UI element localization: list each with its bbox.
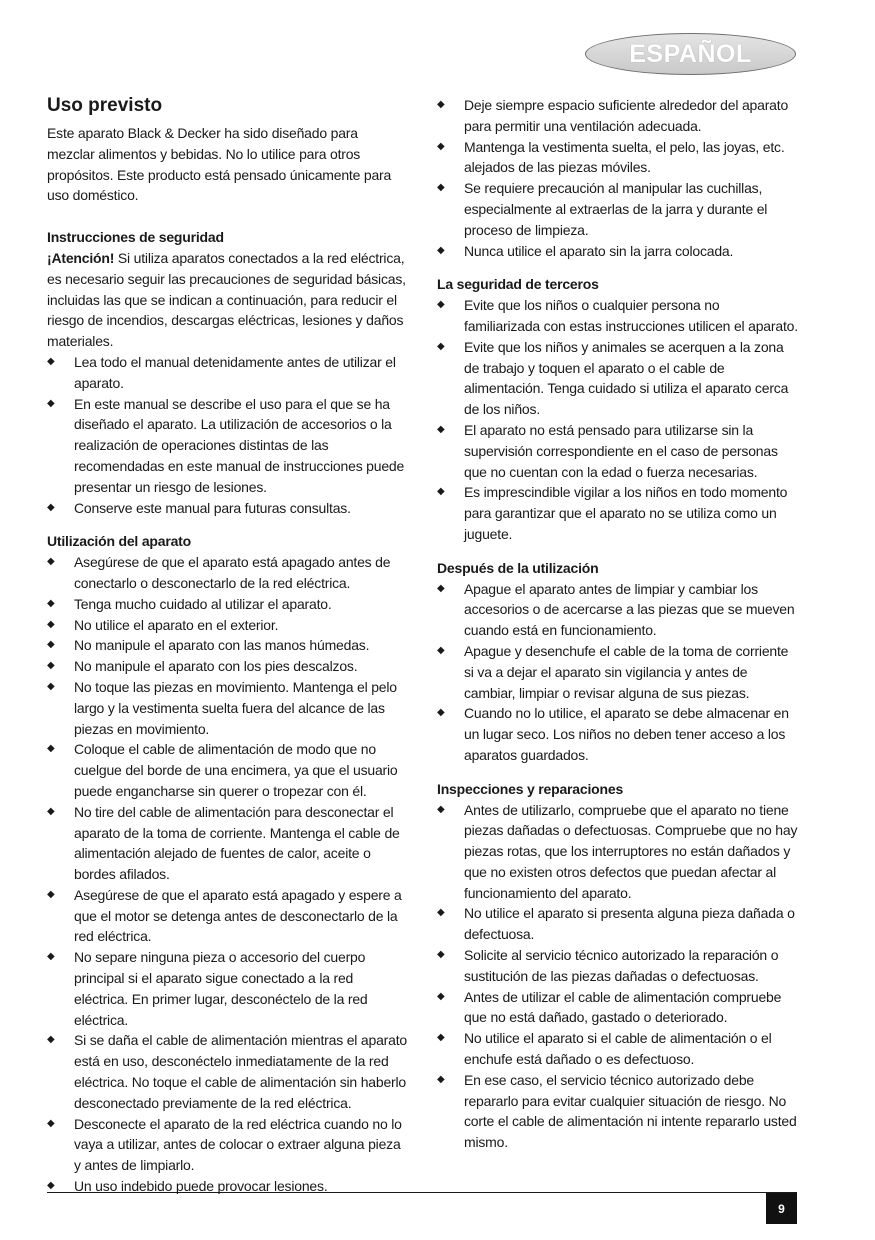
list-item	[47, 1176, 409, 1197]
bullet-icon: ◆	[47, 951, 55, 963]
third-party-list	[437, 295, 799, 545]
page-number: 9	[766, 1193, 797, 1224]
left-column	[47, 94, 409, 1197]
list-item	[437, 137, 799, 179]
bullet-icon: ◆	[437, 803, 445, 815]
list-item-text: Asegúrese de que el aparato está apagado y espere a que el motor se detenga antes de desconectarlo de la red eléctrica.	[74, 886, 402, 945]
list-item	[437, 295, 799, 337]
list-item	[47, 394, 409, 498]
list-item-text: Evite que los niños y animales se acerquen a la zona de trabajo y toquen el aparato o el cable de alimentación. Tenga cuidado si utiliza el aparato cerca de los niños.	[464, 338, 789, 418]
warning-text: Si utiliza aparatos conectados a la red eléctrica, es necesario seguir las precauciones de seguridad básicas, incluidas las que se indican a continuación, para reducir el riesgo de incendios, descargas eléctricas, lesiones y daños materiales.	[47, 249, 406, 350]
list-item-text: Antes de utilizarlo, compruebe que el aparato no tiene piezas dañadas o defectuosas. Compruebe que no hay piezas rotas, que los interruptores no están dañados y que no existen otros defectos que puedan afectar al funcionamiento del aparato.	[464, 801, 798, 901]
list-item-text: Evite que los niños o cualquier persona no familiarizada con estas instrucciones utilicen el aparato.	[464, 297, 798, 334]
list-item	[47, 1030, 409, 1113]
list-item-text: Se requiere precaución al manipular las cuchillas, especialmente al extraerlas de la jarra y durante el proceso de limpieza.	[464, 180, 768, 238]
list-item-text: No utilice el aparato si presenta alguna pieza dañada o defectuosa.	[464, 905, 795, 943]
footer-rule	[47, 1192, 797, 1193]
list-item-text: Apague el aparato antes de limpiar y cambiar los accesorios o de acercarse a las piezas que se mueven cuando está en funcionamiento.	[464, 580, 795, 639]
bullet-icon: ◆	[47, 888, 55, 900]
list-item	[437, 641, 799, 703]
bullet-icon: ◆	[437, 1032, 445, 1044]
bullet-icon: ◆	[47, 680, 55, 692]
heading-usage: Utilización del aparato	[47, 533, 191, 550]
list-item-text: Conserve este manual para futuras consultas.	[74, 499, 351, 516]
list-item	[47, 498, 409, 519]
list-item-text: Es imprescindible vigilar a los niños en todo momento para garantizar que el aparato no se utiliza como un juguete.	[464, 484, 788, 542]
bullet-icon: ◆	[437, 582, 445, 594]
list-item-text: Asegúrese de que el aparato está apagado antes de conectarlo o desconectarlo de la red eléctrica.	[74, 554, 391, 591]
list-item-text: No tire del cable de alimentación para desconectar el aparato de la toma de corriente. Mantenga el cable de alimentación alejado de fuentes de calor, aceite o bordes afilados.	[74, 803, 400, 883]
list-item-text: Si se daña el cable de alimentación mientras el aparato está en uso, desconéctelo inmediatamente de la red eléctrica. No toque el cable de alimentación sin haberlo desconectado previamente de la red eléctrica.	[74, 1032, 407, 1111]
language-label: ESPAÑOL	[629, 39, 752, 68]
bullet-icon: ◆	[47, 1117, 55, 1129]
bullet-icon: ◆	[47, 501, 55, 513]
bullet-icon: ◆	[437, 949, 445, 961]
list-item-text: Nunca utilice el aparato sin la jarra colocada.	[464, 242, 734, 259]
bullet-icon: ◆	[47, 805, 55, 817]
list-item	[437, 482, 799, 544]
list-item-text: Cuando no lo utilice, el aparato se debe almacenar en un lugar seco. Los niños no deben tener acceso a los aparatos guardados.	[464, 705, 789, 763]
bullet-icon: ◆	[47, 618, 55, 630]
list-item-text: En este manual se describe el uso para el que se ha diseñado el aparato. La utilización de accesorios o la realización de operaciones distintas de las recomendadas en este manual de instrucciones puede presentar un riesgo de lesiones.	[74, 395, 405, 495]
section-title-uso-previsto: Uso previsto	[47, 95, 163, 116]
bullet-icon: ◆	[437, 340, 445, 352]
list-item	[437, 420, 799, 482]
bullet-icon: ◆	[47, 743, 55, 755]
list-item	[437, 241, 799, 262]
list-item	[47, 552, 409, 594]
list-item-text: No utilice el aparato en el exterior.	[74, 616, 279, 633]
list-item-text: No separe ninguna pieza o accesorio del cuerpo principal si el aparato sigue conectado a la red eléctrica. En primer lugar, desconéctelo de la red eléctrica.	[74, 949, 368, 1028]
list-item	[47, 656, 409, 677]
heading-third-party: La seguridad de terceros	[437, 276, 599, 293]
list-item	[47, 352, 409, 394]
bullet-icon: ◆	[437, 244, 445, 256]
list-item-text: No utilice el aparato si el cable de alimentación o el enchufe está dañado o es defectuoso.	[464, 1030, 772, 1068]
warning-paragraph	[47, 248, 409, 352]
safety-list	[47, 352, 409, 518]
list-item	[437, 1070, 799, 1153]
list-item	[437, 579, 799, 641]
list-item-text: Antes de utilizar el cable de alimentación compruebe que no está dañado, gastado o deteriorado.	[464, 988, 782, 1026]
list-item	[47, 677, 409, 739]
bullet-icon: ◆	[437, 1073, 445, 1085]
list-item-text: Desconecte el aparato de la red eléctrica cuando no lo vaya a utilizar, antes de colocar o extraer alguna pieza y antes de limpiarlo.	[74, 1115, 402, 1174]
intro-paragraph: Este aparato Black & Decker ha sido diseñado para mezclar alimentos y bebidas. No lo utilice para otros propósitos. Este producto está pensado únicamente para uso doméstico.	[47, 125, 392, 204]
list-item-text: En ese caso, el servicio técnico autorizado debe repararlo para evitar cualquier situación de riesgo. No corte el cable de alimentación ni intente repararlo usted mismo.	[464, 1071, 797, 1151]
list-item	[437, 1028, 799, 1070]
bullet-icon: ◆	[437, 486, 445, 498]
usage-list	[47, 552, 409, 1197]
list-item	[47, 635, 409, 656]
bullet-icon: ◆	[47, 556, 55, 568]
bullet-icon: ◆	[437, 707, 445, 719]
heading-inspections: Inspecciones y reparaciones	[437, 780, 624, 797]
bullet-icon: ◆	[47, 660, 55, 672]
bullet-icon: ◆	[437, 182, 445, 194]
bullet-icon: ◆	[437, 99, 445, 110]
list-item	[47, 739, 409, 801]
list-item-text: Apague y desenchufe el cable de la toma de corriente si va a dejar el aparato sin vigilancia y antes de cambiar, limpiar o revisar alguna de sus piezas.	[464, 642, 789, 701]
bullet-icon: ◆	[437, 140, 445, 152]
list-item	[437, 95, 799, 137]
list-item-text: No toque las piezas en movimiento. Mantenga el pelo largo y la vestimenta suelta fuera del alcance de las piezas en movimiento.	[74, 678, 397, 737]
bullet-icon: ◆	[437, 990, 445, 1002]
list-item-text: Deje siempre espacio suficiente alrededor del aparato para permitir una ventilación adecuada.	[464, 97, 789, 134]
list-item	[437, 945, 799, 987]
language-tab	[585, 33, 796, 75]
list-item	[47, 885, 409, 947]
list-item	[47, 594, 409, 615]
list-item	[437, 800, 799, 904]
bullet-icon: ◆	[437, 644, 445, 656]
bullet-icon: ◆	[47, 597, 55, 609]
bullet-icon: ◆	[47, 1180, 55, 1192]
list-item-text: No manipule el aparato con las manos húmedas.	[74, 637, 370, 654]
after-use-list	[437, 579, 799, 766]
list-item-text: Lea todo el manual detenidamente antes de utilizar el aparato.	[74, 353, 396, 391]
list-item	[437, 337, 799, 420]
bullet-icon: ◆	[47, 639, 55, 651]
list-item	[437, 903, 799, 945]
bullet-icon: ◆	[47, 397, 55, 409]
list-item	[47, 615, 409, 636]
heading-safety-instructions: Instrucciones de seguridad	[47, 229, 224, 246]
list-item	[437, 703, 799, 765]
inspections-list	[437, 800, 799, 1154]
list-item	[47, 1114, 409, 1176]
list-item	[437, 987, 799, 1029]
list-item-text: Solicite al servicio técnico autorizado la reparación o sustitución de las piezas dañadas o defectuosas.	[464, 947, 779, 984]
right-column	[437, 95, 799, 1153]
list-item	[437, 178, 799, 240]
warning-label: ¡Atención!	[47, 249, 115, 266]
list-item-text: No manipule el aparato con los pies descalzos.	[74, 658, 358, 675]
list-item-text: Mantenga la vestimenta suelta, el pelo, las joyas, etc. alejados de las piezas móviles.	[464, 138, 785, 176]
list-item-text: Coloque el cable de alimentación de modo que no cuelgue del borde de una encimera, ya que el usuario puede engancharse sin querer o tropezar con él.	[74, 741, 398, 799]
bullet-icon: ◆	[437, 423, 445, 435]
list-item	[47, 802, 409, 885]
list-item-text: El aparato no está pensado para utilizarse sin la supervisión correspondiente en el caso de personas que no cuentan con la edad o fuerza necesarias.	[464, 421, 778, 480]
list-item-text: Un uso indebido puede provocar lesiones.	[74, 1178, 328, 1195]
heading-after-use: Después de la utilización	[437, 559, 599, 576]
bullet-icon: ◆	[437, 907, 445, 919]
bullet-icon: ◆	[437, 299, 445, 311]
bullet-icon: ◆	[47, 1034, 55, 1046]
general-list	[437, 95, 799, 261]
list-item-text: Tenga mucho cuidado al utilizar el aparato.	[74, 595, 332, 612]
list-item	[47, 947, 409, 1030]
bullet-icon: ◆	[47, 355, 55, 367]
